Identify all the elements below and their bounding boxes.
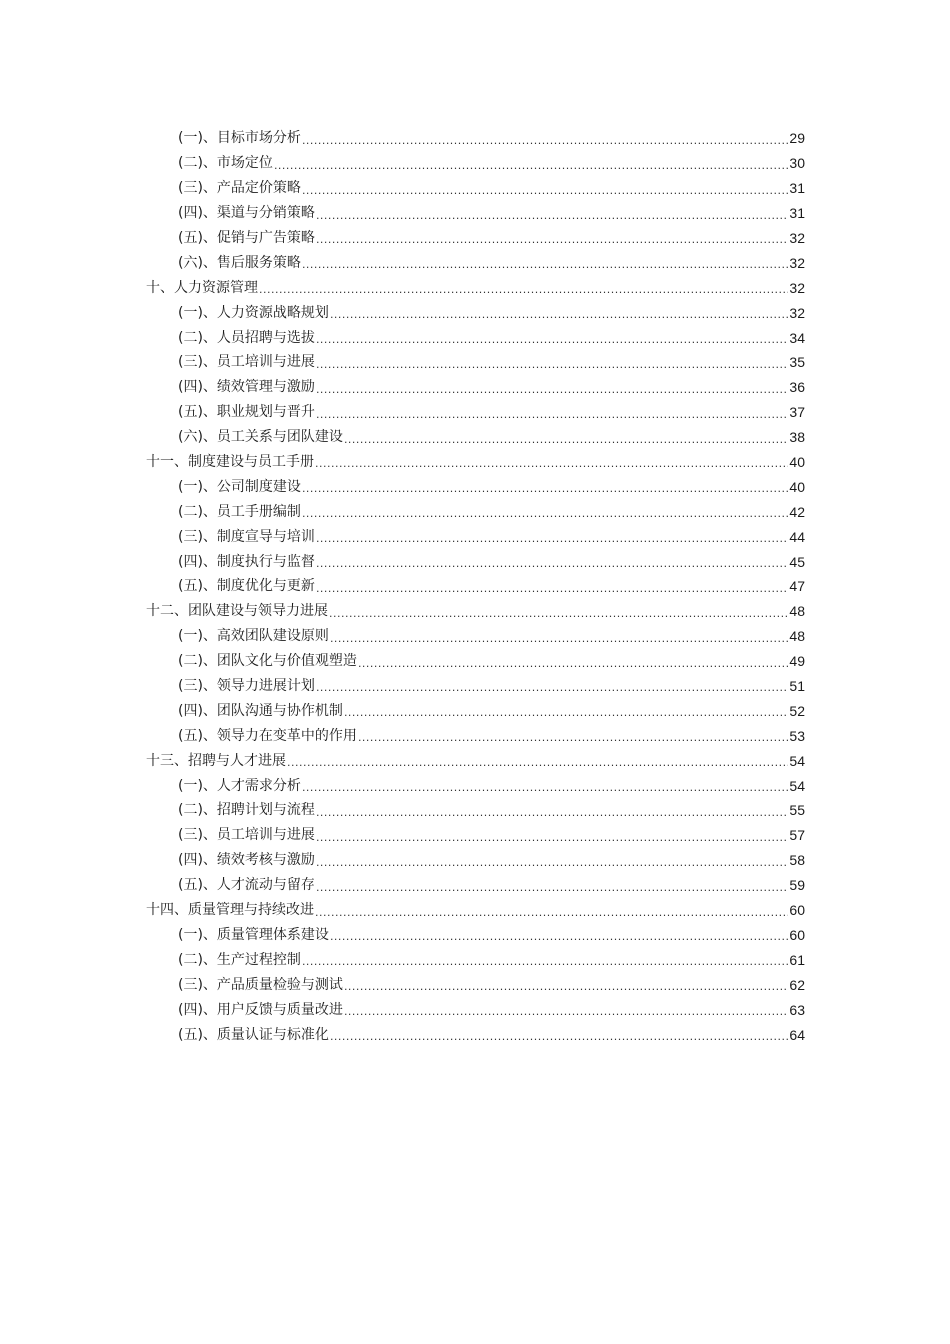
toc-dot-leader (330, 931, 788, 947)
toc-page-number: 40 (789, 478, 805, 495)
toc-section-entry[interactable] (0, 325, 950, 350)
toc-section-entry[interactable] (0, 474, 950, 499)
toc-page-number: 29 (789, 130, 805, 147)
toc-dot-leader (344, 707, 788, 723)
toc-dot-leader (344, 981, 788, 997)
toc-section-entry[interactable] (0, 649, 950, 674)
toc-dot-leader (330, 1031, 788, 1047)
toc-section-entry[interactable] (0, 823, 950, 848)
toc-entry-title: (五)、人才流动与留存 (178, 877, 315, 894)
toc-section-entry[interactable] (0, 574, 950, 599)
toc-section-entry[interactable] (0, 126, 950, 151)
toc-page-number: 32 (789, 279, 805, 296)
table-of-contents (0, 126, 950, 1047)
toc-dot-leader (315, 458, 788, 474)
toc-entry-title: (一)、目标市场分析 (178, 130, 301, 147)
toc-dot-leader (330, 633, 788, 649)
toc-entry-title: 十三、招聘与人才进展 (146, 752, 286, 769)
toc-page-number: 31 (789, 180, 805, 197)
toc-entry-title: (二)、市场定位 (178, 155, 273, 172)
toc-chapter-entry[interactable] (0, 450, 950, 475)
toc-page-number: 60 (789, 926, 805, 943)
toc-entry-title: 十四、质量管理与持续改进 (146, 902, 314, 919)
toc-dot-leader (344, 434, 788, 450)
toc-dot-leader (330, 309, 788, 325)
toc-page-number: 63 (789, 1001, 805, 1018)
toc-page-number: 55 (789, 802, 805, 819)
toc-dot-leader (274, 160, 788, 176)
toc-section-entry[interactable] (0, 425, 950, 450)
toc-page-number: 40 (789, 454, 805, 471)
toc-page-number: 44 (789, 528, 805, 545)
toc-section-entry[interactable] (0, 226, 950, 251)
toc-page-number: 30 (789, 155, 805, 172)
toc-section-entry[interactable] (0, 848, 950, 873)
toc-entry-title: (五)、促销与广告策略 (178, 230, 315, 246)
toc-entry-title: (六)、员工关系与团队建设 (178, 429, 343, 446)
toc-entry-title: (四)、绩效管理与激励 (178, 379, 315, 396)
toc-entry-title: 十、人力资源管理 (146, 279, 258, 296)
toc-dot-leader (302, 483, 788, 499)
toc-page-number: 51 (789, 678, 805, 695)
toc-page-number: 38 (789, 429, 805, 446)
toc-section-entry[interactable] (0, 798, 950, 823)
toc-dot-leader (316, 334, 788, 350)
toc-dot-leader (315, 907, 788, 923)
toc-entry-title: (五)、领导力在变革中的作用 (178, 727, 357, 744)
toc-entry-title: (三)、领导力进展计划 (178, 678, 315, 695)
toc-dot-leader (316, 533, 788, 549)
toc-page-number: 53 (789, 727, 805, 744)
toc-entry-title: (三)、员工培训与进展 (178, 827, 315, 844)
toc-section-entry[interactable] (0, 698, 950, 723)
toc-page-number: 42 (789, 503, 805, 520)
toc-dot-leader (316, 234, 788, 250)
toc-dot-leader (259, 284, 788, 300)
toc-dot-leader (302, 508, 788, 524)
toc-dot-leader (316, 882, 788, 898)
toc-dot-leader (316, 359, 788, 375)
toc-page-number: 47 (789, 578, 805, 595)
toc-entry-title: (五)、质量认证与标准化 (178, 1026, 329, 1043)
toc-page-number: 45 (789, 553, 805, 570)
toc-chapter-entry[interactable] (0, 898, 950, 923)
toc-section-entry[interactable] (0, 923, 950, 948)
toc-dot-leader (358, 732, 788, 748)
toc-section-entry[interactable] (0, 972, 950, 997)
toc-page-number: 59 (789, 877, 805, 894)
toc-dot-leader (302, 782, 788, 798)
toc-entry-title: (一)、高效团队建设原则 (178, 628, 329, 645)
toc-page-number: 57 (789, 827, 805, 844)
toc-section-entry[interactable] (0, 723, 950, 748)
toc-entry-title: (四)、制度执行与监督 (178, 553, 315, 570)
toc-section-entry[interactable] (0, 997, 950, 1022)
toc-section-entry[interactable] (0, 674, 950, 699)
toc-dot-leader (302, 956, 788, 972)
toc-dot-leader (329, 608, 788, 624)
toc-dot-leader (316, 409, 788, 425)
toc-section-entry[interactable] (0, 549, 950, 574)
toc-page-number: 48 (789, 628, 805, 645)
toc-section-entry[interactable] (0, 947, 950, 972)
toc-entry-title: (二)、团队文化与价值观塑造 (178, 653, 357, 670)
toc-section-entry[interactable] (0, 524, 950, 549)
toc-page-number: 32 (789, 230, 805, 246)
toc-section-entry[interactable] (0, 375, 950, 400)
toc-section-entry[interactable] (0, 873, 950, 898)
toc-page-number: 32 (789, 304, 805, 321)
toc-section-entry[interactable] (0, 300, 950, 325)
toc-dot-leader (287, 757, 788, 773)
toc-entry-title: (四)、渠道与分销策略 (178, 205, 315, 222)
toc-page-number: 58 (789, 852, 805, 869)
toc-entry-title: (四)、用户反馈与质量改进 (178, 1001, 343, 1018)
toc-dot-leader (316, 832, 788, 848)
toc-entry-title: (二)、生产过程控制 (178, 951, 301, 968)
toc-entry-title: (一)、人力资源战略规划 (178, 304, 329, 321)
toc-page-number: 36 (789, 379, 805, 396)
toc-page-number: 37 (789, 404, 805, 421)
toc-entry-title: (二)、员工手册编制 (178, 503, 301, 520)
toc-entry-title: (五)、职业规划与晋升 (178, 404, 315, 421)
toc-page-number: 64 (789, 1026, 805, 1043)
toc-dot-leader (316, 210, 788, 226)
toc-section-entry[interactable] (0, 201, 950, 226)
toc-dot-leader (302, 185, 788, 201)
toc-chapter-entry[interactable] (0, 275, 950, 300)
toc-entry-title: (三)、制度宣导与培训 (178, 528, 315, 545)
toc-dot-leader (358, 658, 788, 674)
toc-entry-title: (三)、员工培训与进展 (178, 354, 315, 371)
toc-entry-title: (三)、产品质量检验与测试 (178, 976, 343, 993)
toc-section-entry[interactable] (0, 624, 950, 649)
toc-section-entry[interactable] (0, 176, 950, 201)
toc-dot-leader (316, 682, 788, 698)
toc-chapter-entry[interactable] (0, 599, 950, 624)
toc-page-number: 49 (789, 653, 805, 670)
toc-section-entry[interactable] (0, 350, 950, 375)
toc-entry-title: 十二、团队建设与领导力进展 (146, 603, 328, 620)
toc-dot-leader (302, 135, 788, 151)
toc-page-number: 62 (789, 976, 805, 993)
toc-dot-leader (316, 857, 788, 873)
toc-entry-title: (二)、招聘计划与流程 (178, 802, 315, 819)
toc-section-entry[interactable] (0, 1022, 950, 1047)
toc-entry-title: (四)、绩效考核与激励 (178, 852, 315, 869)
toc-entry-title: (一)、人才需求分析 (178, 777, 301, 794)
toc-page-number: 34 (789, 329, 805, 346)
toc-dot-leader (302, 259, 788, 275)
toc-dot-leader (316, 558, 788, 574)
toc-page-number: 31 (789, 205, 805, 222)
toc-entry-title: (四)、团队沟通与协作机制 (178, 702, 343, 719)
toc-section-entry[interactable] (0, 499, 950, 524)
toc-page-number: 61 (789, 951, 805, 968)
toc-entry-title: (一)、公司制度建设 (178, 478, 301, 495)
toc-entry-title: (五)、制度优化与更新 (178, 578, 315, 595)
toc-dot-leader (316, 807, 788, 823)
toc-section-entry[interactable] (0, 250, 950, 275)
toc-section-entry[interactable] (0, 151, 950, 176)
toc-page-number: 48 (789, 603, 805, 620)
toc-entry-title: (六)、售后服务策略 (178, 254, 301, 271)
toc-page-number: 32 (789, 254, 805, 271)
toc-entry-title: (三)、产品定价策略 (178, 180, 301, 197)
toc-dot-leader (316, 384, 788, 400)
toc-page-number: 60 (789, 902, 805, 919)
toc-entry-title: (一)、质量管理体系建设 (178, 926, 329, 943)
toc-section-entry[interactable] (0, 773, 950, 798)
toc-entry-title: (二)、人员招聘与选拔 (178, 329, 315, 346)
toc-dot-leader (316, 583, 788, 599)
toc-dot-leader (344, 1006, 788, 1022)
toc-page-number: 54 (789, 752, 805, 769)
toc-page-number: 54 (789, 777, 805, 794)
toc-page-number: 35 (789, 354, 805, 371)
toc-chapter-entry[interactable] (0, 748, 950, 773)
toc-section-entry[interactable] (0, 400, 950, 425)
toc-page-number: 52 (789, 702, 805, 719)
toc-entry-title: 十一、制度建设与员工手册 (146, 454, 314, 471)
